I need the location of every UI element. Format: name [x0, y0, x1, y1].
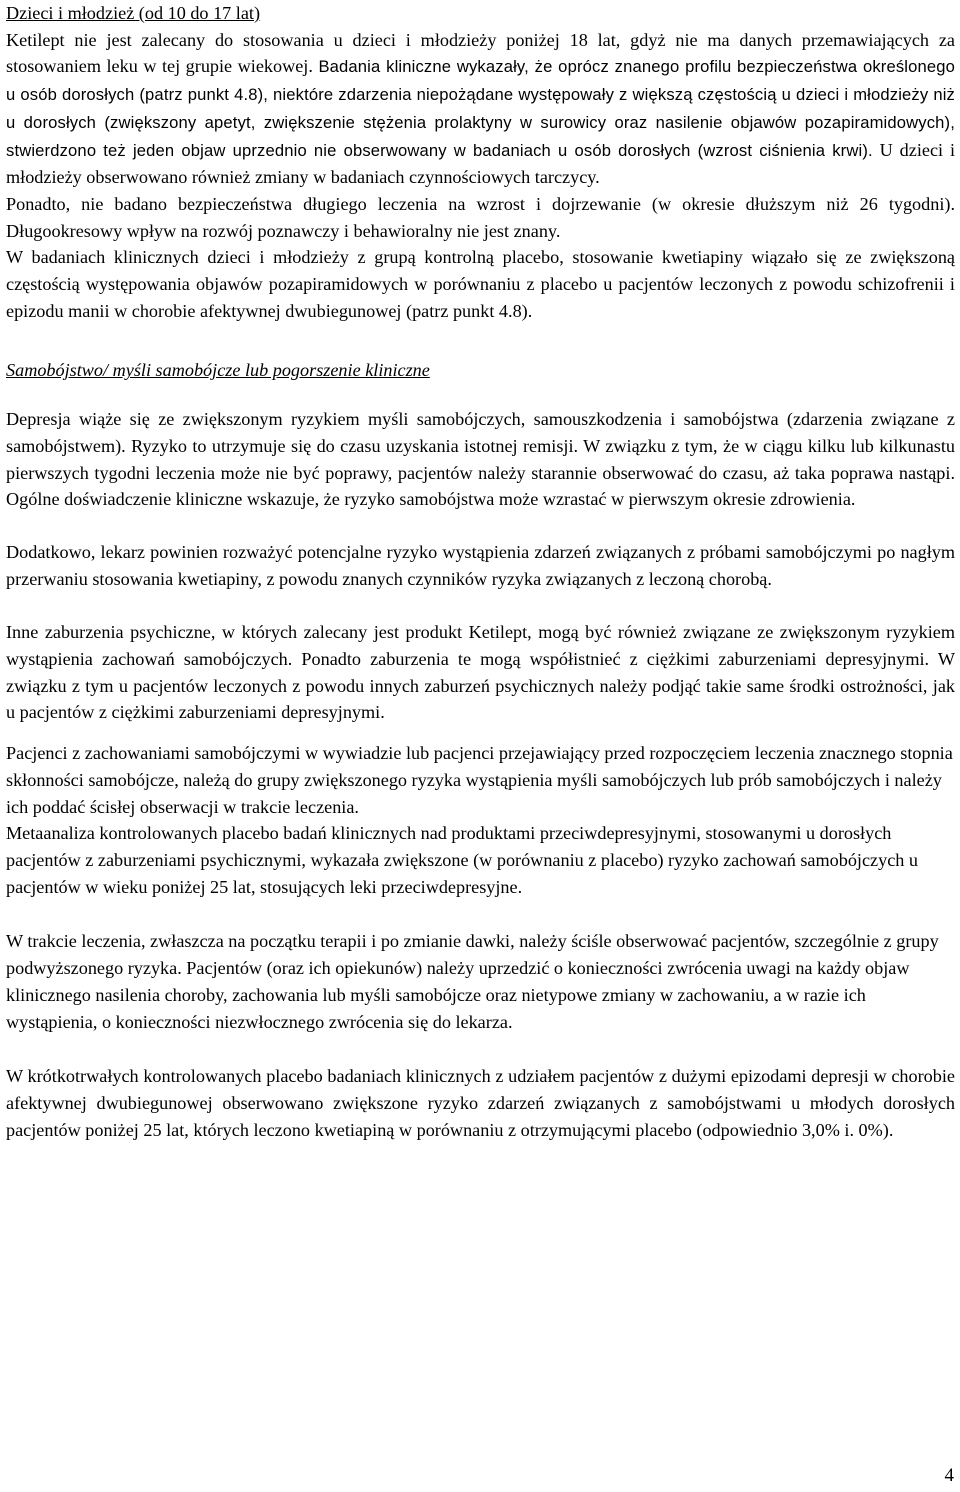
- paragraph-text: Inne zaburzenia psychiczne, w których zalecany jest produkt Ketilept, mogą być również związane ze zwiększonym ryzykiem wystąpienia zachowań samobójczych. Ponadto zaburzenia te mogą współistnieć z ciężkimi zaburzeniami depresyjnymi. W związku z tym u pacjentów leczonych z powodu innych zaburzeń psychicznych należy podjąć takie same środki ostrożności, jak u pacjentów z ciężkimi zaburzeniami depresyjnymi.: [6, 622, 955, 723]
- paragraph-children-1: [6, 27, 955, 191]
- paragraph-suicide-1: [6, 406, 955, 513]
- paragraph-text: W badaniach klinicznych dzieci i młodzieży z grupą kontrolną placebo, stosowanie kwetiapiny wiązało się ze zwiększoną częstością występowania objawów pozapiramidowych w porównaniu z placebo u pacjentów leczonych z powodu schizofrenii i epizodu manii w chorobie afektywnej dwubiegunowej (patrz punkt 4.8).: [6, 247, 955, 321]
- paragraph-text: W krótkotrwałych kontrolowanych placebo badaniach klinicznych z udziałem pacjentów z dużymi epizodami depresji w chorobie afektywnej dwubiegunowej obserwowano zwiększone ryzyko zdarzeń związanych z samobójstwami u młodych dorosłych pacjentów poniżej 25 lat, których leczono kwetiapiną w porównaniu z otrzymującymi placebo (odpowiednio 3,0% i. 0%).: [6, 1066, 955, 1140]
- paragraph-text: U dzieci i młodzieży obserwowano również zmiany w badaniach czynnościowych tarczycy.: [6, 139, 955, 188]
- paragraph-children-2: [6, 191, 955, 244]
- paragraph-text: W trakcie leczenia, zwłaszcza na początku terapii i po zmianie dawki, należy ściśle obserwować pacjentów, szczególnie z grupy podwyższonego ryzyka. Pacjentów (oraz ich opiekunów) należy uprzedzić o konieczności zwrócenia uwagi na każdy objaw klinicznego nasilenia choroby, zachowania lub myśli samobójcze oraz nietypowe zmiany w zachowaniu, a w razie ich wystąpienia, o konieczności niezwłocznego zwrócenia się do lekarza.: [6, 931, 939, 1032]
- heading-text: Samobójstwo/ myśli samobójcze lub pogorszenie kliniczne: [6, 360, 430, 381]
- paragraph-suicide-6: [6, 928, 955, 1035]
- paragraph-text: Ponadto, nie badano bezpieczeństwa długiego leczenia na wzrost i dojrzewanie (w okresie dłuższym niż 26 tygodni). Długookresowy wpływ na rozwój poznawczy i behawioralny nie jest znany.: [6, 193, 955, 241]
- heading-text: Dzieci i młodzież (od 10 do 17 lat): [6, 3, 261, 23]
- paragraph-text: Depresja wiąże się ze zwiększonym ryzykiem myśli samobójczych, samouszkodzenia i samobójstwa (zdarzenia związane z samobójstwem). Ryzyko to utrzymuje się do czasu uzyskania istotnej remisji. W związku z tym, że w ciągu kilku lub kilkunastu pierwszych tygodni leczenia może nie być poprawy, pacjentów należy starannie obserwować do czasu, aż taka poprawa nastąpi. Ogólne doświadczenie kliniczne wskazuje, że ryzyko samobójstwa może wzrastać w pierwszym okresie zdrowienia.: [6, 409, 955, 510]
- paragraph-text: Ketilept nie jest zalecany do stosowania u dzieci i młodzieży poniżej 18 lat, gdyż nie ma danych przemawiających za stosowaniem leku w tej grupie wiekowej.: [6, 29, 955, 77]
- paragraph-children-3: [6, 244, 955, 324]
- paragraph-suicide-4: [6, 740, 955, 820]
- paragraph-suicide-7: [6, 1063, 955, 1143]
- paragraph-text: Metaanaliza kontrolowanych placebo badań klinicznych nad produktami przeciwdepresyjnymi, stosowanymi u dorosłych pacjentów z zaburzeniami psychicznymi, wykazała zwiększone (w porównaniu z placebo) ryzyko zachowań samobójczych u pacjentów w wieku poniżej 25 lat, stosujących leki przeciwdepresyjne.: [6, 823, 919, 897]
- section-heading-suicide: [6, 357, 955, 384]
- paragraph-suicide-3: [6, 619, 955, 726]
- paragraph-suicide-2: [6, 539, 955, 592]
- paragraph-text: Dodatkowo, lekarz powinien rozważyć potencjalne ryzyko wystąpienia zdarzeń związanych z próbami samobójczymi po nagłym przerwaniu stosowania kwetiapiny, z powodu znanych czynników ryzyka związanych z leczoną chorobą.: [6, 541, 955, 589]
- paragraph-suicide-5: [6, 820, 955, 900]
- document-page: [6, 0, 955, 1143]
- paragraph-text: Pacjenci z zachowaniami samobójczymi w wywiadzie lub pacjenci przejawiający przed rozpoczęciem leczenia znacznego stopnia skłonności samobójcze, należą do grupy zwiększonego ryzyka wystąpienia myśli samobójczych lub prób samobójczych i należy ich poddać ścisłej obserwacji w trakcie leczenia.: [6, 743, 953, 817]
- page-number: 4: [944, 1465, 954, 1486]
- section-heading-children: [6, 0, 955, 27]
- paragraph-text-sans: Badania kliniczne wykazały, że oprócz znanego profilu bezpieczeństwa określonego u osób dorosłych (patrz punkt 4.8), niektóre zdarzenia niepożądane występowały z większą częstością u dzieci i młodzieży niż u dorosłych (zwiększony apetyt, zwiększenie stężenia prolaktyny w surowicy oraz nasilenie objawów pozapiramidowych), stwierdzono też jeden objaw uprzednio nie obserwowany w badaniach u osób dorosłych (wzrost ciśnienia krwi).: [6, 57, 956, 160]
